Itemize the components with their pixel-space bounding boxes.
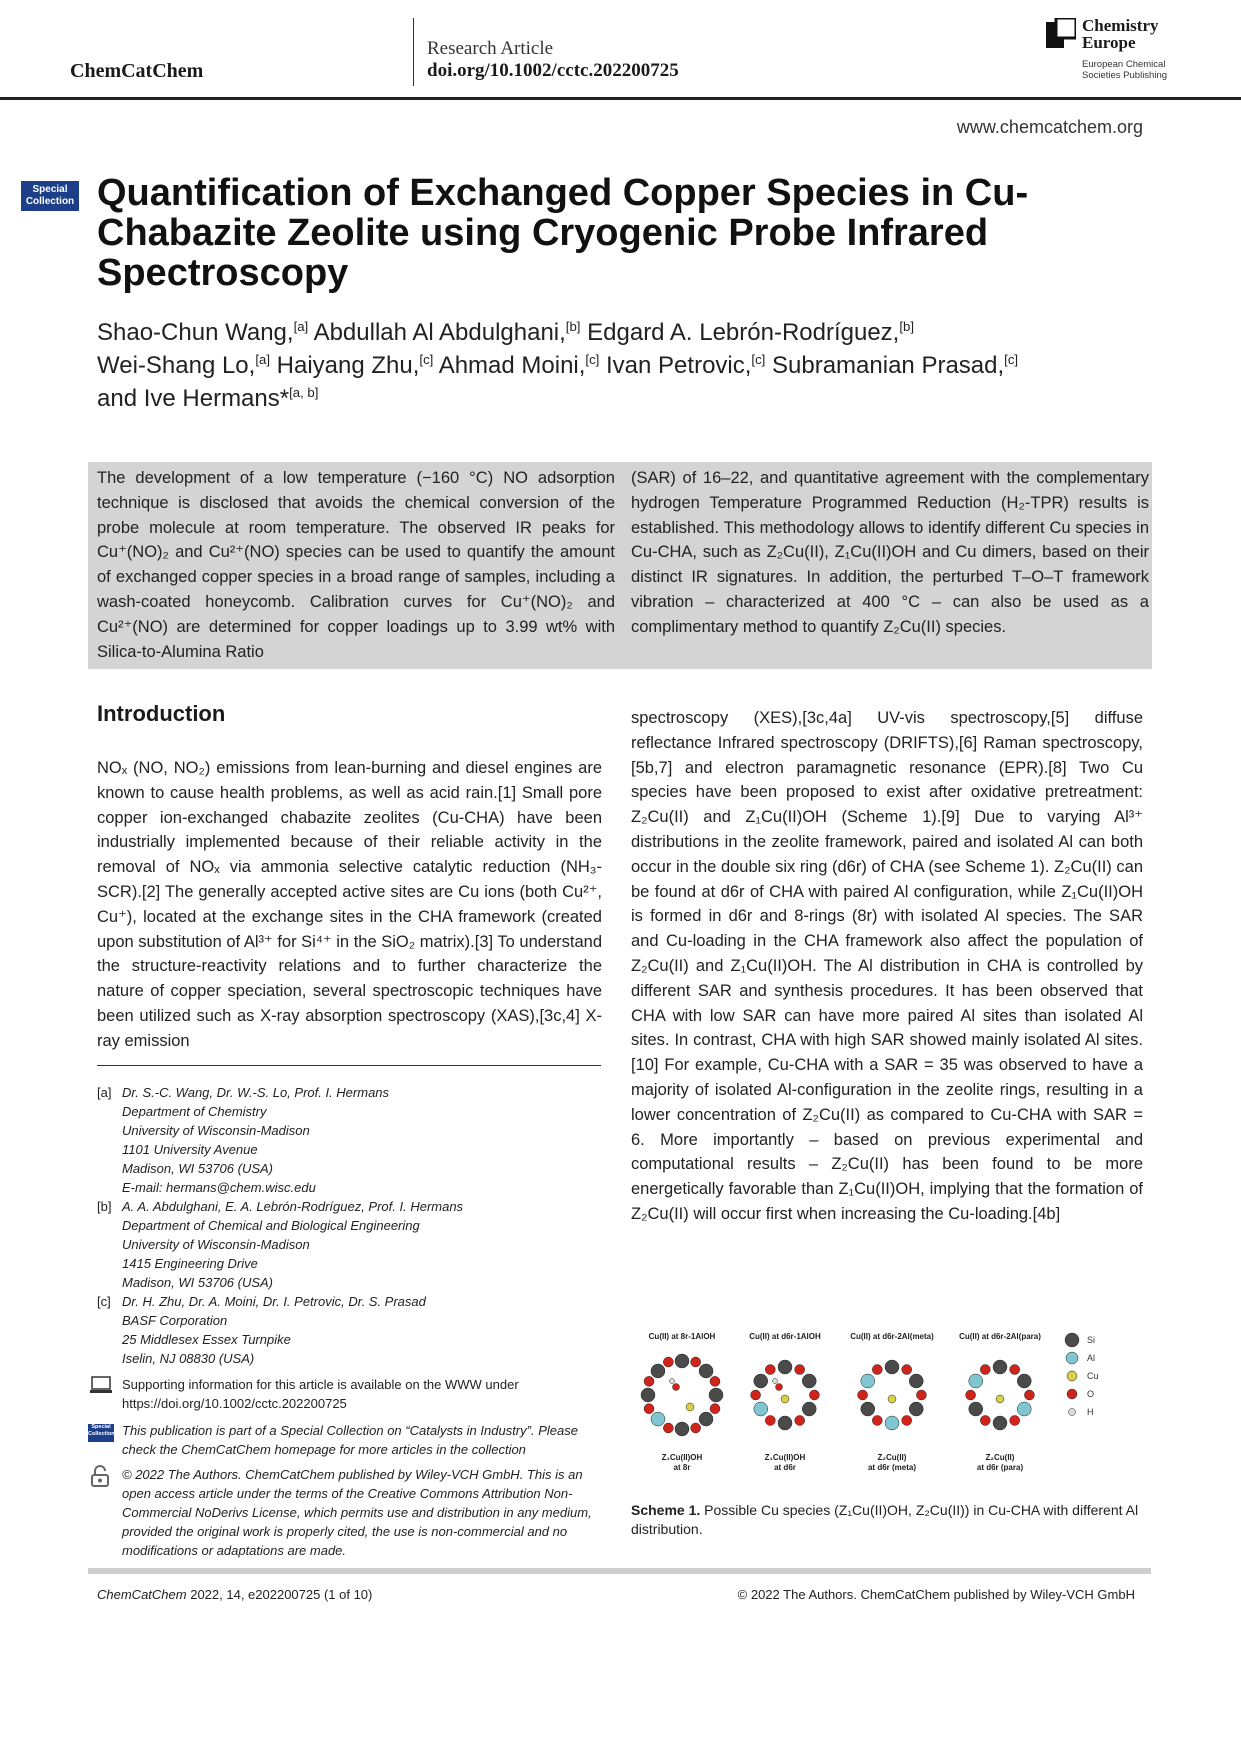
atom-mark [872, 1365, 882, 1375]
affiliation-b: [b] A. A. Abdulghani, E. A. Lebrón-Rodríguez, Prof. I. Hermans Department of Chemical and Biological Engineering University of Wisconsin-Madison 1415 Engineering Drive Madison, WI 53706 (USA) [97, 1199, 464, 1290]
atom-mark [916, 1390, 926, 1400]
atom-mark [710, 1376, 720, 1386]
atom-mark [699, 1364, 713, 1378]
author: Edgard A. Lebrón-Rodríguez, [587, 319, 900, 346]
special-collection-note: This publication is part of a Special Collection on “Catalysts in Industry”. Please check the ChemCatChem homepage for more articles in the collection [122, 1423, 578, 1457]
section-heading-introduction: Introduction [97, 701, 226, 726]
atom-mark [651, 1412, 665, 1426]
atom-mark [861, 1374, 875, 1388]
email-link[interactable]: E-mail: hermans@chem.wisc.edu [122, 1180, 316, 1195]
header-rule [0, 97, 1241, 100]
atom-mark [858, 1390, 868, 1400]
license-note: © 2022 The Authors. ChemCatChem published by Wiley-VCH GmbH. This is an open access article under the terms of the Creative Commons Attribution Non-Commercial NoDerivs License, which permits use and distribution in any medium, provided the original work is properly cited, the use is non-commercial and no modifications or adaptations are made. [122, 1467, 592, 1558]
atom-mark [795, 1365, 805, 1375]
intro-paragraph-2: spectroscopy (XES),[3c,4a] UV-vis spectroscopy,[5] diffuse reflectance Infrared spectroscopy (DRIFTS),[6] Raman spectroscopy,[5b,7] and electron paramagnetic resonance (EPR).[8] Two Cu species have been proposed to exist after oxidative pretreatment: Z₂Cu(II) and Z₁Cu(II)OH (Scheme 1).[9] Due to varying Al³⁺ distributions in the zeolite framework, paired and isolated Al can both occur in the double six ring (d6r) of CHA (see Scheme 1). Z₂Cu(II) can be found at d6r of CHA with paired Al configuration, while Z₁Cu(II)OH is formed in d6r and 8-rings (8r) with isolated Al species. The SAR and Cu-loading in the CHA framework also affect the population of Z₂Cu(II) and Z₁Cu(II)OH. The Al distribution in CHA is controlled by different SAR and synthesis procedures. It has been observed that CHA with low SAR can have more paired Al sites than isolated Al sites. In contrast, CHA with high SAR showed mainly isolated Al sites.[10] For example, Cu-CHA with a SAR = 35 was observed to have a majority of isolated Al-configuration in the zeolite rings, resulting in a lower concentration of Z₂Cu(II) as compared to Cu-CHA with SAR = 6. More importantly – based on previous experimental and computational results – Z₂Cu(II) has been found to be more energetically favorable than Z₁Cu(II)OH, implying that the formation of Z₂Cu(II) will occur first when increasing the Cu-loading.[4b] [631, 709, 1143, 1223]
scheme-bottom-label: at d6r (meta) [867, 1463, 917, 1472]
atom-mark [1067, 1389, 1077, 1399]
publisher-name: Chemistry Europe [1082, 16, 1159, 52]
legend-label: H [1087, 1407, 1094, 1417]
zeolite-ring [858, 1360, 927, 1430]
atom-mark [670, 1379, 675, 1384]
chemistry-europe-logo-icon [1046, 18, 1076, 52]
atom-mark [1024, 1390, 1034, 1400]
atom-mark [710, 1404, 720, 1414]
publisher-subtitle: European Chemical Societies Publishing [1082, 59, 1168, 81]
scheme-top-label: Cu(II) at d6r-1AlOH [749, 1332, 821, 1341]
scheme-top-label: Cu(II) at d6r-2Al(meta) [850, 1332, 934, 1341]
abstract-left: The development of a low temperature (−160 °C) NO adsorption technique is disclosed that avoids the chemical conversion of the probe molecule at room temperature. The observed IR peaks for Cu⁺(NO)₂ and Cu²⁺(NO) species can be used to quantify the amount of exchanged copper species in a broad range of samples, including a wash-coated honeycomb. Calibration curves for Cu⁺(NO)₂ and Cu²⁺(NO) are determined for copper loadings up to 3.99 wt% with Silica-to-Alumina Ratio [97, 469, 615, 661]
scheme-bottom-label: Z₁Cu(II)OH [661, 1453, 703, 1462]
atom-mark [888, 1395, 896, 1403]
author: Abdullah Al Abdulghani, [313, 319, 566, 346]
atom-mark [996, 1395, 1004, 1403]
author: and Ive Hermans* [97, 385, 290, 412]
footer-copyright: © 2022 The Authors. ChemCatChem published by Wiley-VCH GmbH [737, 1587, 1135, 1602]
author: Shao-Chun Wang, [97, 319, 294, 346]
article-title: Quantification of Exchanged Copper Species in Cu-Chabazite Zeolite using Cryogenic Probe Infrared Spectroscopy [97, 172, 1029, 294]
atom-mark [1067, 1371, 1077, 1381]
abstract-right: (SAR) of 16–22, and quantitative agreement with the complementary hydrogen Temperature Programmed Reduction (H₂-TPR) results is established. This methodology allows to identify different Cu species in Cu-CHA, such as Z₂Cu(II), Z₁Cu(II)OH and Cu dimers, based on their distinct IR signatures. In addition, the perturbed T–O–T framework vibration – characterized at 400 °C – can also be used as a complimentary method to quantify Z₂Cu(II) species. [631, 469, 1149, 636]
website-link[interactable]: www.chemcatchem.org [956, 117, 1143, 137]
atom-mark [980, 1365, 990, 1375]
author-list: Shao-Chun Wang,[a] Abdullah Al Abdulghani,[b] Edgard A. Lebrón-Rodríguez,[b] Wei-Shang Lo,[a] Haiyang Zhu,[c] Ahmad Moini,[c] Ivan Petrovic,[c] Subramanian Prasad,[c] and Ive Hermans*[a, b] [97, 319, 1019, 412]
article-type: Research Article [427, 38, 554, 59]
legend-label: Al [1087, 1353, 1096, 1363]
zeolite-ring [641, 1354, 723, 1436]
author: Wei-Shang Lo, [97, 352, 256, 379]
atom-mark [980, 1415, 990, 1425]
atom-mark [909, 1402, 923, 1416]
atom-mark [776, 1384, 783, 1391]
atom-mark [1010, 1415, 1020, 1425]
atom-mark [754, 1374, 768, 1388]
author: Haiyang Zhu, [276, 352, 420, 379]
atom-mark [993, 1360, 1007, 1374]
atom-mark [781, 1395, 789, 1403]
scheme-1-figure [630, 1320, 1150, 1485]
atom-mark [778, 1360, 792, 1374]
atom-mark [675, 1354, 689, 1368]
atom-mark [765, 1365, 775, 1375]
journal-name: ChemCatChem [70, 60, 204, 82]
special-collection-badge: Special Collection [21, 181, 79, 211]
atom-mark [969, 1402, 983, 1416]
scheme-bottom-label: at d6r [774, 1463, 796, 1472]
atom-mark [691, 1423, 701, 1433]
scheme-bottom-label: Z₂Cu(II) [877, 1453, 907, 1462]
supporting-info-note: Supporting information for this article is available on the WWW under https://doi.org/10.1002/cctc.202200725 [122, 1377, 519, 1411]
atom-mark [1069, 1409, 1076, 1416]
atom-mark [802, 1374, 816, 1388]
zeolite-ring [966, 1360, 1035, 1430]
atom-mark [651, 1364, 665, 1378]
legend-label: Cu [1087, 1371, 1099, 1381]
scheme-bottom-label: Z₂Cu(II) [985, 1453, 1015, 1462]
atom-mark [902, 1365, 912, 1375]
footer-citation: ChemCatChem 2022, 14, e202200725 (1 of 10) [97, 1587, 373, 1602]
scheme-bottom-label: at d6r (para) [976, 1463, 1024, 1472]
doi-link[interactable]: doi.org/10.1002/cctc.202200725 [427, 60, 679, 81]
atom-mark [802, 1402, 816, 1416]
atom-mark [675, 1422, 689, 1436]
supporting-info-icon [90, 1376, 112, 1394]
atom-mark [909, 1374, 923, 1388]
scheme-bottom-label: Z₁Cu(II)OH [764, 1453, 806, 1462]
legend-label: O [1087, 1389, 1095, 1399]
atom-mark [1065, 1333, 1079, 1347]
author: Subramanian Prasad, [772, 352, 1005, 379]
author: Ahmad Moini, [438, 352, 586, 379]
atom-mark [699, 1412, 713, 1426]
special-collection-small-icon: Special Collection [88, 1424, 114, 1442]
atom-mark [993, 1416, 1007, 1430]
atom-mark [809, 1390, 819, 1400]
scheme-bottom-label: at 8r [673, 1463, 691, 1472]
atom-mark [1017, 1402, 1031, 1416]
atom-mark [885, 1360, 899, 1374]
atom-mark [663, 1423, 673, 1433]
atom-mark [765, 1415, 775, 1425]
atom-mark [861, 1402, 875, 1416]
zeolite-ring [751, 1360, 820, 1430]
header-divider [413, 18, 414, 86]
atom-mark [969, 1374, 983, 1388]
atom-mark [1017, 1374, 1031, 1388]
atom-mark [691, 1357, 701, 1367]
atom-mark [751, 1390, 761, 1400]
scheme-caption: Scheme 1. Possible Cu species (Z₁Cu(II)OH, Z₂Cu(II)) in Cu-CHA with different Al distribution. [631, 1502, 1139, 1537]
open-access-lock-icon [91, 1465, 109, 1487]
atom-mark [778, 1416, 792, 1430]
affiliation-a: [a] Dr. S.-C. Wang, Dr. W.-S. Lo, Prof. I. Hermans Department of Chemistry University of Wisconsin-Madison 1101 University Avenue Madison, WI 53706 (USA) E-mail: hermans@chem.wisc.edu [97, 1083, 592, 1197]
atom-mark [795, 1415, 805, 1425]
atom-mark [663, 1357, 673, 1367]
legend-label: Si [1087, 1335, 1096, 1345]
atom-mark [966, 1390, 976, 1400]
affiliation-c: [c] Dr. H. Zhu, Dr. A. Moini, Dr. I. Petrovic, Dr. S. Prasad BASF Corporation 25 Middlesex Essex Turnpike Iselin, NJ 08830 (USA) [97, 1294, 426, 1366]
atom-mark [673, 1384, 680, 1391]
atom-mark [885, 1416, 899, 1430]
atom-mark [641, 1388, 655, 1402]
atom-mark [1010, 1365, 1020, 1375]
atom-mark [872, 1415, 882, 1425]
footer-rule [88, 1568, 1151, 1574]
footnote-rule [97, 1065, 601, 1066]
atom-mark [686, 1403, 694, 1411]
atom-mark [709, 1388, 723, 1402]
scheme-top-label: Cu(II) at 8r-1AlOH [648, 1332, 716, 1341]
atom-mark [902, 1415, 912, 1425]
author: Ivan Petrovic, [606, 352, 752, 379]
atom-mark [1066, 1352, 1078, 1364]
scheme-top-label: Cu(II) at d6r-2Al(para) [959, 1332, 1041, 1341]
atom-mark [754, 1402, 768, 1416]
atom-mark [644, 1376, 654, 1386]
atom-mark [773, 1379, 778, 1384]
atom-mark [644, 1404, 654, 1414]
intro-paragraph-1: NOₓ (NO, NO₂) emissions from lean-burning and diesel engines are known to cause health problems, as well as acid rain.[1] Small pore copper ion-exchanged chabazite zeolites (Cu-CHA) have been industrially implemented because of their reliable activity in the removal of NOₓ via ammonia selective catalytic reduction (NH₃-SCR).[2] The generally accepted active sites are Cu ions (both Cu²⁺, Cu⁺), located at the exchange sites in the CHA framework (created upon substitution of Al³⁺ for Si⁴⁺ in the SiO₂ matrix).[3] To understand the structure-reactivity relations and to further characterize the nature of copper speciation, several spectroscopic techniques have been utilized such as X-ray absorption spectroscopy (XAS),[3c,4] X-ray emission [97, 759, 602, 1050]
